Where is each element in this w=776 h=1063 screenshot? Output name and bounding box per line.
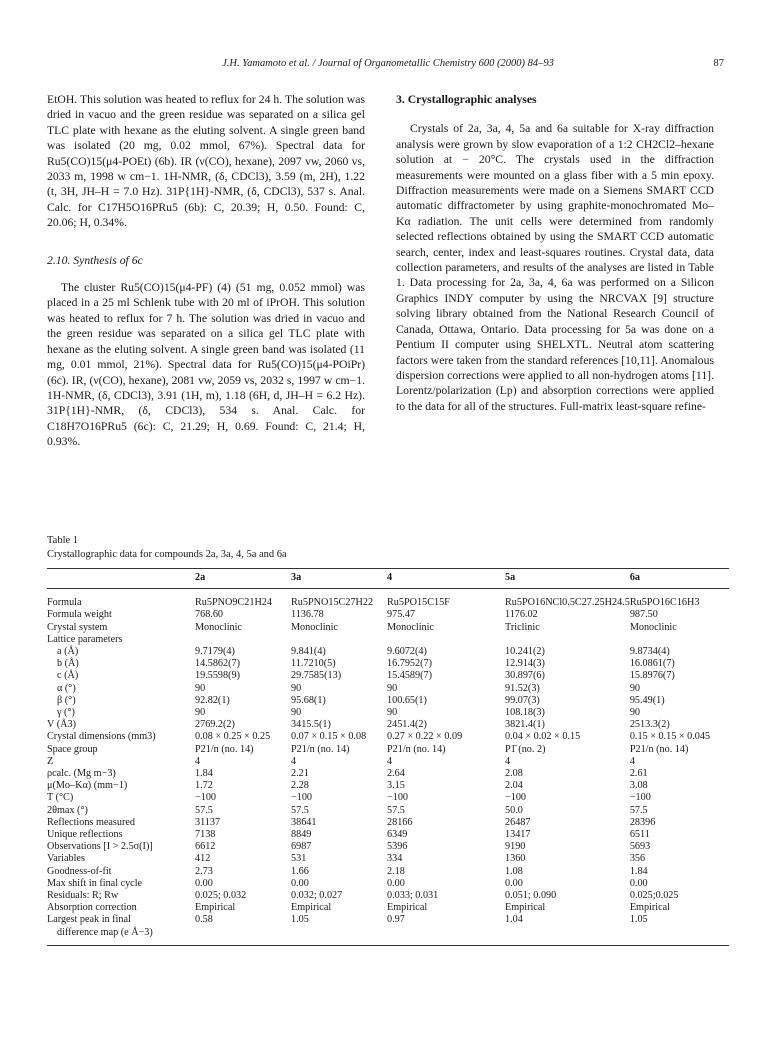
row-label: T (°C) bbox=[47, 792, 74, 804]
table-cell: 90 bbox=[387, 707, 398, 719]
table-row bbox=[47, 695, 729, 707]
row-label: V (Å3) bbox=[47, 719, 76, 731]
row-label: Crystal dimensions (mm3) bbox=[47, 731, 156, 743]
table-cell: Triclinic bbox=[505, 621, 540, 633]
table-cell: 2.64 bbox=[387, 768, 405, 780]
row-label: difference map (e Å−3) bbox=[47, 927, 195, 946]
table-cell: 0.97 bbox=[387, 914, 405, 926]
table-cell: 0.032; 0.027 bbox=[291, 890, 343, 902]
table-cell: 412 bbox=[195, 853, 211, 865]
table-cell: Empirical bbox=[505, 902, 546, 914]
row-label: Unique reflections bbox=[47, 829, 123, 841]
table-row bbox=[47, 768, 729, 780]
table-row bbox=[47, 927, 729, 946]
table-cell: 9190 bbox=[505, 841, 526, 853]
column-header-5a: 5a bbox=[505, 569, 630, 589]
table-cell: P1̄ (no. 2) bbox=[505, 743, 546, 755]
table-cell: 7138 bbox=[195, 829, 216, 841]
table-cell: 2.21 bbox=[291, 768, 309, 780]
table-cell: 987.50 bbox=[629, 609, 658, 621]
row-label: μ(Mo–Kα) (mm−1) bbox=[47, 780, 128, 792]
table-cell: 90 bbox=[291, 707, 302, 719]
table-cell: 95.68(1) bbox=[291, 694, 326, 706]
table-cell: 95.49(1) bbox=[629, 694, 665, 706]
table-row bbox=[47, 890, 729, 902]
table-cell: 1.84 bbox=[629, 865, 648, 877]
table-caption bbox=[47, 534, 287, 562]
table-cell: 4 bbox=[291, 755, 297, 767]
table-cell: 31137 bbox=[195, 816, 221, 828]
column-header-4: 4 bbox=[387, 569, 505, 589]
table-cell: 19.5598(9) bbox=[195, 670, 240, 682]
right-column bbox=[396, 92, 714, 414]
table-cell: 92.82(1) bbox=[195, 694, 230, 706]
table-cell: 1136.78 bbox=[291, 609, 324, 621]
table-cell: 90 bbox=[629, 707, 640, 719]
table-cell: 0.033; 0.031 bbox=[387, 890, 439, 902]
table-cell bbox=[291, 927, 387, 946]
row-label: a (Å) bbox=[57, 646, 79, 658]
table-cell: 3821.4(1) bbox=[505, 719, 545, 731]
table-cell: 29.7585(13) bbox=[291, 670, 342, 682]
table-cell: 26487 bbox=[505, 816, 531, 828]
table-cell: 1.05 bbox=[629, 914, 648, 926]
table-cell: 0.00 bbox=[291, 877, 309, 889]
row-label: γ (°) bbox=[57, 707, 75, 719]
table-cell: −100 bbox=[387, 792, 409, 804]
row-label: ρcalc. (Mg m−3) bbox=[47, 768, 116, 780]
table-cell bbox=[387, 927, 505, 946]
row-label: Max shift in final cycle bbox=[47, 877, 143, 889]
table-cell: 2769.2(2) bbox=[195, 719, 235, 731]
paragraph-crystallography: Crystals of 2a, 3a, 4, 5a and 6a suitable for X-ray diffraction analysis were grown by slow evaporation of a 1:2 CH2Cl2–hexane solution at − 20°C. The crystals used in the diffraction measurements were mounted on a glass fiber with a 5 min epoxy. Diffraction measurements were made on a Siemens SMART CCD automatic diffractometer by using graphite-monochromated Mo–Kα radiation. The unit cells were determined from randomly selected reflections obtained by using the SMART CCD automatic search, center, index and least-squares routines. Crystal data, data collection parameters, and results of the analyses are listed in Table 1. Data processing for 2a, 3a, 4, 6a was performed on a Silicon Graphics INDY computer by using the NRCVAX [9] structure solving library obtained from the National Research Council of Canada, Ottawa, Ontario. Data processing for 5a was done on a Pentium II computer using SHELXTL. Neutral atom scattering factors were taken from the standard references [10,11]. Anomalous dispersion corrections were applied to all non-hydrogen atoms [11]. Lorentz/polarization (Lp) and absorption corrections were applied to the data for all of the structures. Full-matrix least-square refine- bbox=[396, 122, 714, 413]
table-cell: P21/n (no. 14) bbox=[195, 743, 254, 755]
table-cell: Empirical bbox=[291, 902, 332, 914]
table-cell: 356 bbox=[629, 853, 646, 865]
column-header-6a: 6a bbox=[630, 569, 729, 589]
table-cell bbox=[630, 927, 729, 946]
table-cell: 10.241(2) bbox=[505, 646, 545, 658]
row-label: Formula weight bbox=[47, 609, 112, 621]
table-cell: Monoclinic bbox=[195, 621, 242, 633]
table-cell: −100 bbox=[629, 792, 651, 804]
table-cell: 1.84 bbox=[195, 768, 213, 780]
table-row bbox=[47, 609, 729, 621]
table-cell: 1.66 bbox=[291, 865, 309, 877]
table-cell: P21/n (no. 14) bbox=[629, 743, 689, 755]
table-cell: 1.72 bbox=[195, 780, 213, 792]
table-row bbox=[47, 744, 729, 756]
row-label: 2θmax (°) bbox=[47, 804, 88, 816]
table-cell: 30.897(6) bbox=[505, 670, 545, 682]
section-heading-2-10: 2.10. Synthesis of 6c bbox=[47, 253, 143, 267]
table-cell: 100.65(1) bbox=[387, 694, 427, 706]
table-cell: Empirical bbox=[629, 902, 670, 914]
table-row bbox=[47, 792, 729, 804]
table-cell: 2.18 bbox=[387, 865, 405, 877]
table-row bbox=[47, 670, 729, 682]
table-cell: 2.28 bbox=[291, 780, 309, 792]
table-row bbox=[47, 866, 729, 878]
table-cell: 99.07(3) bbox=[505, 694, 540, 706]
column-header-blank bbox=[47, 569, 195, 589]
table-cell: Monoclinic bbox=[387, 621, 434, 633]
page-number: 87 bbox=[713, 58, 724, 69]
table-cell: 4 bbox=[505, 755, 511, 767]
table-header-row bbox=[47, 569, 729, 589]
table-cell: 16.7952(7) bbox=[387, 658, 432, 670]
table-row bbox=[47, 853, 729, 865]
journal-citation: J.H. Yamamoto et al. / Journal of Organometallic Chemistry 600 (2000) 84–93 bbox=[222, 58, 554, 69]
table-cell: 768.60 bbox=[195, 609, 224, 621]
table-cell: Ru5PO16C16H3 bbox=[629, 597, 700, 609]
table-cell: 0.00 bbox=[629, 877, 648, 889]
table-row bbox=[47, 707, 729, 719]
table-cell: 9.7179(4) bbox=[195, 646, 235, 658]
table-cell bbox=[195, 927, 291, 946]
row-label: b (Å) bbox=[57, 658, 79, 670]
table-cell: 91.52(3) bbox=[505, 682, 540, 694]
table-cell: 2451.4(2) bbox=[387, 719, 427, 731]
table-cell: 57.5 bbox=[291, 804, 309, 816]
table-cell: Ru5PNO15C27H22 bbox=[291, 597, 374, 609]
row-label: Formula bbox=[47, 597, 82, 609]
table-cell: 4 bbox=[195, 755, 201, 767]
table-cell: P21/n (no. 14) bbox=[387, 743, 446, 755]
table-cell bbox=[630, 634, 729, 646]
table-cell: 50.0 bbox=[505, 804, 523, 816]
table-cell: 6349 bbox=[387, 829, 408, 841]
table-cell: 0.051; 0.090 bbox=[505, 890, 557, 902]
table-cell: 4 bbox=[629, 755, 635, 767]
table-cell: 334 bbox=[387, 853, 403, 865]
table-cell: 4 bbox=[387, 755, 393, 767]
row-label: Crystal system bbox=[47, 621, 108, 633]
row-label: α (°) bbox=[57, 682, 76, 694]
table-cell: 11.7210(5) bbox=[291, 658, 336, 670]
row-label: Z bbox=[47, 755, 54, 767]
table-body bbox=[47, 589, 729, 946]
table-cell bbox=[505, 927, 630, 946]
table-cell: 3.08 bbox=[629, 780, 648, 792]
table-row bbox=[47, 683, 729, 695]
table-cell: 108.18(3) bbox=[505, 707, 545, 719]
table-row bbox=[47, 756, 729, 768]
table-cell: 6511 bbox=[629, 829, 650, 841]
section-heading-3: 3. Crystallographic analyses bbox=[396, 93, 537, 106]
table-cell: 0.00 bbox=[195, 877, 213, 889]
table-cell: 90 bbox=[629, 682, 640, 694]
table-cell: 90 bbox=[291, 682, 302, 694]
table-cell: Empirical bbox=[195, 902, 236, 914]
table-cell: 9.841(4) bbox=[291, 646, 326, 658]
table-row bbox=[47, 914, 729, 926]
table-cell bbox=[291, 634, 387, 646]
table-cell: Ru5PO15C15F bbox=[387, 597, 450, 609]
table-row bbox=[47, 841, 729, 853]
table-cell bbox=[195, 634, 291, 646]
table-cell: 0.27 × 0.22 × 0.09 bbox=[387, 731, 463, 743]
table-cell: 2513.3(2) bbox=[629, 719, 670, 731]
table-row bbox=[47, 805, 729, 817]
table-row bbox=[47, 589, 729, 610]
table-cell: 15.4589(7) bbox=[387, 670, 432, 682]
table-cell: 3.15 bbox=[387, 780, 405, 792]
column-header-3a: 3a bbox=[291, 569, 387, 589]
table-cell: 975.47 bbox=[387, 609, 416, 621]
table-cell: 2.73 bbox=[195, 865, 213, 877]
table-cell: Monoclinic bbox=[291, 621, 338, 633]
table-row bbox=[47, 829, 729, 841]
table-cell: 0.58 bbox=[195, 914, 213, 926]
table-row bbox=[47, 634, 729, 646]
table-cell: 0.00 bbox=[505, 877, 523, 889]
table-cell: 0.025; 0.032 bbox=[195, 890, 247, 902]
table-cell bbox=[505, 634, 630, 646]
table-cell: 12.914(3) bbox=[505, 658, 545, 670]
row-label: Reflections measured bbox=[47, 816, 135, 828]
table-cell: 57.5 bbox=[629, 804, 648, 816]
table-row bbox=[47, 731, 729, 743]
table-cell: 6612 bbox=[195, 841, 216, 853]
table-cell: 28166 bbox=[387, 816, 413, 828]
table-cell: 0.15 × 0.15 × 0.045 bbox=[629, 731, 711, 743]
table-row bbox=[47, 902, 729, 914]
table-cell: 0.025;0.025 bbox=[629, 890, 679, 902]
table-cell: 5693 bbox=[629, 841, 651, 853]
table-cell: 57.5 bbox=[387, 804, 405, 816]
row-label: Goodness-of-fit bbox=[47, 865, 112, 877]
column-header-2a: 2a bbox=[195, 569, 291, 589]
table-cell: Monoclinic bbox=[629, 621, 677, 633]
table-cell: 8849 bbox=[291, 829, 312, 841]
row-label: c (Å) bbox=[57, 670, 79, 682]
table-row bbox=[47, 622, 729, 634]
table-cell: 1.05 bbox=[291, 914, 309, 926]
table-cell: 16.0861(7) bbox=[629, 658, 675, 670]
table-row bbox=[47, 817, 729, 829]
table-row bbox=[47, 719, 729, 731]
table-cell: 2.61 bbox=[629, 768, 648, 780]
paragraph-6b: EtOH. This solution was heated to reflux for 24 h. The solution was dried in vacuo and the green residue was separated on a silica gel TLC plate with hexane as the eluting solvent. A single green band was isolated (20 mg, 0.02 mmol, 67%). Spectral data for Ru5(CO)15(μ4-POEt) (6b). IR (ν(CO), hexane), 2097 vw, 2060 vs, 2033 m, 1998 w cm−1. 1H-NMR, (δ, CDCl3), 3.59 (m, 2H), 1.22 (t, 3H, JH–H = 7.0 Hz). 31P{1H}-NMR, (δ, CDCl3), 537 s. Anal. Calc. for C17H5O16PRu5 (6b): C, 20.39; H, 0.50. Found: C, 20.06; H, 0.34%. bbox=[47, 93, 365, 230]
table-cell: 3415.5(1) bbox=[291, 719, 331, 731]
table-title: Crystallographic data for compounds 2a, 3a, 4, 5a and 6a bbox=[47, 549, 287, 560]
table-cell: 2.08 bbox=[505, 768, 523, 780]
row-label: Variables bbox=[47, 853, 85, 865]
table-cell: 0.00 bbox=[387, 877, 405, 889]
table-cell: 90 bbox=[387, 682, 398, 694]
table-cell: P21/n (no. 14) bbox=[291, 743, 350, 755]
table-cell: 28396 bbox=[629, 816, 656, 828]
table-cell: 0.07 × 0.15 × 0.08 bbox=[291, 731, 367, 743]
table-cell: 1176.02 bbox=[505, 609, 538, 621]
table-cell: 531 bbox=[291, 853, 307, 865]
table-cell: 90 bbox=[195, 707, 206, 719]
table-cell: 38641 bbox=[291, 816, 317, 828]
table-cell: 90 bbox=[195, 682, 206, 694]
crystallographic-table bbox=[47, 568, 729, 946]
row-label: β (°) bbox=[57, 694, 76, 706]
table-row bbox=[47, 646, 729, 658]
table-cell: Ru5PO16NCl0.5C27.25H24.5 bbox=[505, 597, 630, 609]
table-cell: −100 bbox=[291, 792, 313, 804]
table-cell: 9.8734(4) bbox=[629, 646, 670, 658]
running-header bbox=[46, 58, 730, 74]
table-cell: 6987 bbox=[291, 841, 312, 853]
row-label: Lattice parameters bbox=[47, 633, 123, 645]
row-label: Absorption correction bbox=[47, 902, 137, 914]
table-cell: Empirical bbox=[387, 902, 428, 914]
left-column bbox=[47, 92, 365, 450]
table-cell: 2.04 bbox=[505, 780, 523, 792]
table-cell: 1.04 bbox=[505, 914, 523, 926]
table-row bbox=[47, 878, 729, 890]
row-label: Largest peak in final bbox=[47, 914, 131, 926]
table-row bbox=[47, 780, 729, 792]
table-cell: 5396 bbox=[387, 841, 408, 853]
table-label: Table 1 bbox=[47, 535, 79, 546]
table-cell: 57.5 bbox=[195, 804, 213, 816]
table-cell: 1360 bbox=[505, 853, 526, 865]
row-label: Residuals: R; Rw bbox=[47, 890, 119, 902]
table-cell: 14.5862(7) bbox=[195, 658, 240, 670]
table-cell: 0.04 × 0.02 × 0.15 bbox=[505, 731, 581, 743]
paragraph-6c: The cluster Ru5(CO)15(μ4-PF) (4) (51 mg, 0.052 mmol) was placed in a 25 ml Schlenk tube with 20 ml of iPrOH. This solution was heated to reflux for 7 h. The solution was dried in vacuo and the green residue was separated on a silica gel TLC plate with hexane as the eluting solvent. A single green band was isolated (11 mg, 0.01 mmol, 21%). Spectral data for Ru5(CO)15(μ4-POiPr) (6c). IR, (ν(CO), hexane), 2081 vw, 2059 vs, 2032 s, 1997 w cm−1. 1H-NMR, (δ, CDCl3), 3.91 (1H, m), 1.18 (6H, d, JH–H = 6.2 Hz). 31P{1H}-NMR, (δ, CDCl3), 534 s. Anal. Calc. for C18H7O16PRu5 (6c): C, 21.29; H, 0.69. Found: C, 21.4; H, 0.93%. bbox=[47, 281, 365, 449]
table-cell: −100 bbox=[505, 792, 527, 804]
table-cell: 9.6072(4) bbox=[387, 646, 427, 658]
table-row bbox=[47, 658, 729, 670]
table-cell: 0.08 × 0.25 × 0.25 bbox=[195, 731, 271, 743]
row-label: Space group bbox=[47, 743, 98, 755]
table-cell bbox=[387, 634, 505, 646]
row-label: Observations [I > 2.5σ(I)] bbox=[47, 841, 153, 853]
table-cell: 15.8976(7) bbox=[629, 670, 675, 682]
table-cell: 1.08 bbox=[505, 865, 523, 877]
table-cell: 13417 bbox=[505, 829, 531, 841]
table-cell: −100 bbox=[195, 792, 217, 804]
table-cell: Ru5PNO9C21H24 bbox=[195, 597, 272, 609]
